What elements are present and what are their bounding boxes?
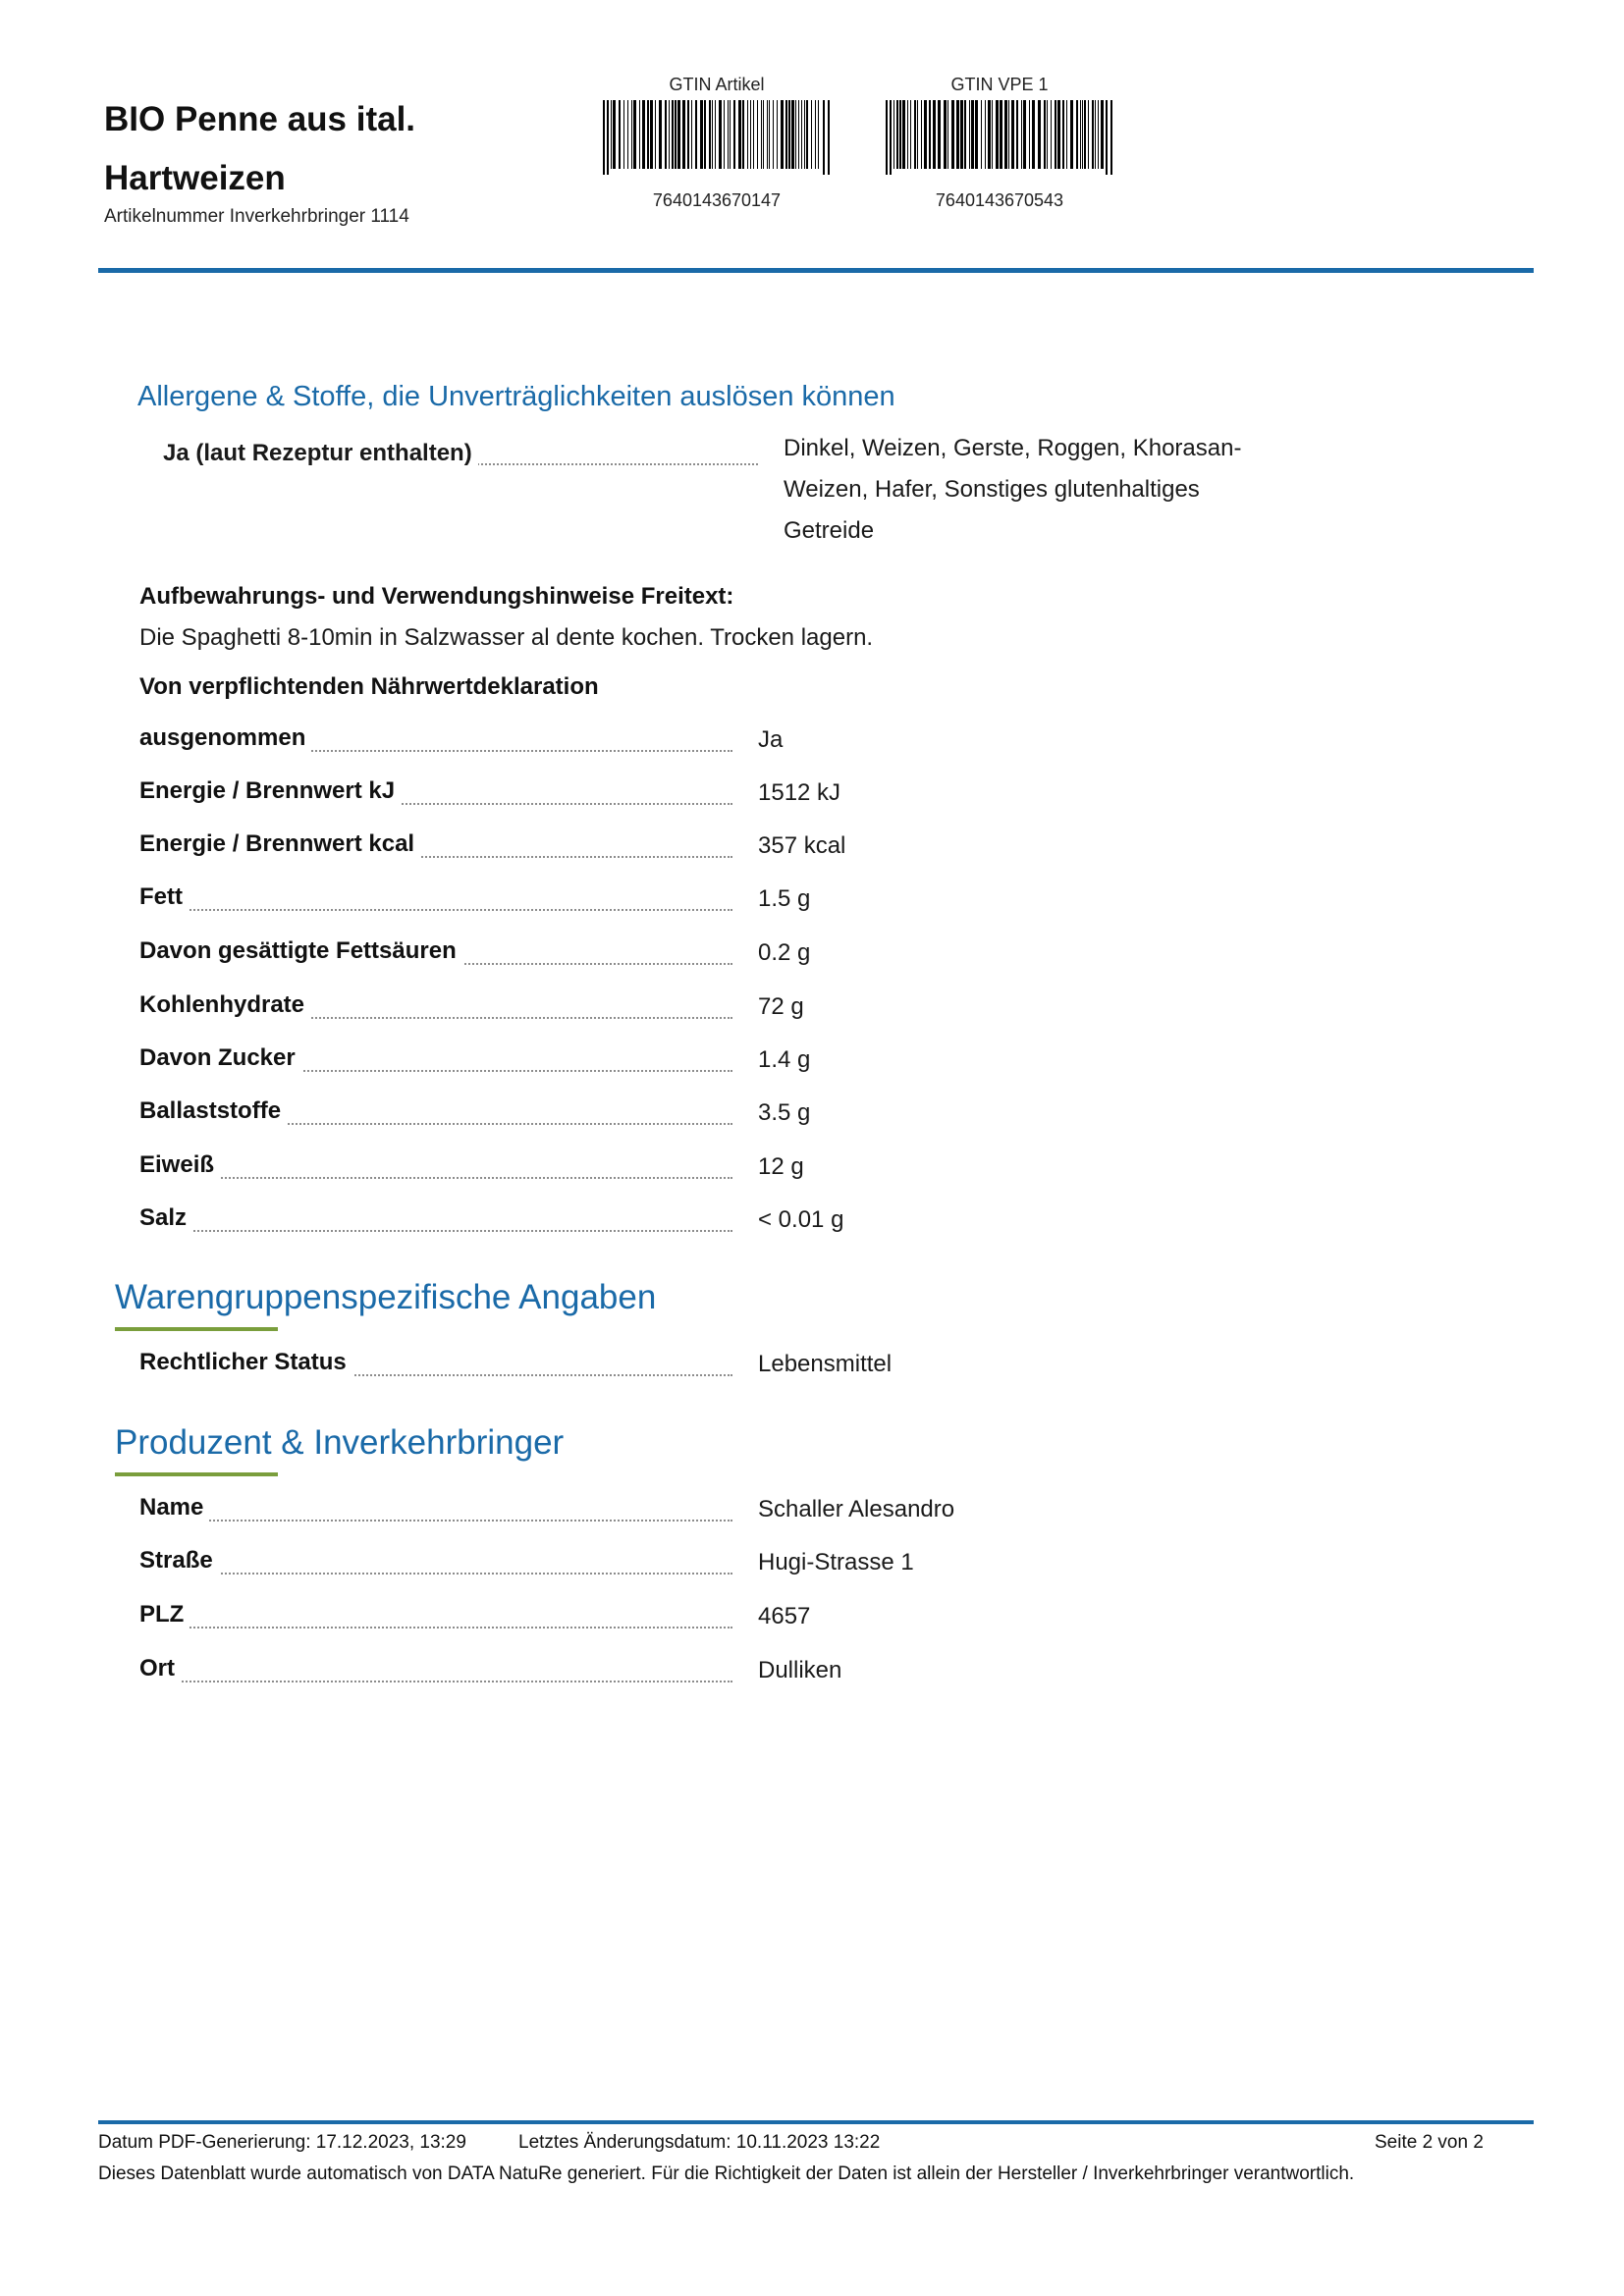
- row-label: PLZ: [139, 1601, 189, 1629]
- barcode-bar: [712, 100, 713, 169]
- barcode-bar: [1092, 100, 1094, 169]
- dot-leader: [139, 1230, 732, 1232]
- row-label: Rechtlicher Status: [139, 1349, 352, 1376]
- row-value: 357 kcal: [758, 832, 846, 859]
- row-value: Lebensmittel: [758, 1351, 893, 1377]
- barcode-bar: [650, 100, 653, 169]
- barcode-bar: [951, 100, 954, 169]
- row-label: Kohlenhydrate: [139, 991, 310, 1019]
- barcode-bar: [747, 100, 748, 169]
- barcode-bar: [691, 100, 692, 169]
- barcode-bar: [1095, 100, 1096, 169]
- barcode-bar: [639, 100, 640, 169]
- row-label: Straße: [139, 1547, 219, 1575]
- barcode-bar: [806, 100, 808, 169]
- row-value: < 0.01 g: [758, 1206, 844, 1233]
- barcode-icon: [603, 100, 831, 175]
- allergens-value: Dinkel, Weizen, Gerste, Roggen, Khorasan-Weizen, Hafer, Sonstiges glutenhaltiges Getreide: [784, 435, 1242, 544]
- barcode-bar: [1004, 100, 1007, 169]
- barcode-bar: [757, 100, 758, 169]
- barcode-bar: [623, 100, 624, 169]
- barcode-bar: [642, 100, 645, 169]
- barcode-bar: [655, 100, 656, 169]
- row-value: 72 g: [758, 993, 804, 1020]
- barcode-label: GTIN VPE 1: [950, 75, 1049, 94]
- row-label: Energie / Brennwert kJ: [139, 777, 401, 805]
- barcode-bar: [896, 100, 898, 169]
- barcode-bar: [917, 100, 918, 169]
- storage-label: Aufbewahrungs- und Verwendungshinweise Freitext:: [139, 583, 734, 610]
- barcode-bar: [1080, 100, 1081, 169]
- barcode-bar: [815, 100, 816, 169]
- barcode-bar: [675, 100, 677, 169]
- footer-page-number: Seite 2 von 2: [1375, 2132, 1484, 2153]
- footer-disclaimer: Dieses Datenblatt wurde automatisch von DATA NatuRe generiert. Für die Richtigkeit der Daten ist allein der Hersteller / Inverkehrbringer verantwortlich.: [98, 2163, 1355, 2184]
- barcode-bar: [886, 100, 888, 175]
- barcode-label: GTIN Artikel: [669, 75, 765, 94]
- barcode-bar: [988, 100, 991, 169]
- barcode-bar: [938, 100, 941, 169]
- barcode-bar: [724, 100, 725, 169]
- barcode-bar: [1101, 100, 1104, 169]
- barcode-bar: [960, 100, 963, 169]
- dot-leader: [139, 1573, 732, 1575]
- row-label: Fett: [139, 883, 189, 911]
- row-label: Ort: [139, 1655, 181, 1682]
- barcode-bar: [1021, 100, 1022, 169]
- barcode-bar: [709, 100, 711, 169]
- barcode-bar: [1084, 100, 1086, 169]
- barcode-bar: [798, 100, 799, 169]
- row-value: 3.5 g: [758, 1099, 811, 1126]
- product-title: BIO Penne aus ital. Hartweizen: [104, 100, 416, 197]
- barcode-bar: [910, 100, 911, 169]
- barcode-gtin-artikel: [599, 73, 835, 211]
- barcode-bar: [1082, 100, 1083, 169]
- barcode-bar: [788, 100, 790, 169]
- barcode-bar: [767, 100, 768, 169]
- barcode-icon: [886, 100, 1113, 175]
- barcode-bar: [687, 100, 689, 169]
- barcode-bar: [964, 100, 966, 169]
- barcode-bar: [1076, 100, 1078, 169]
- barcode-bar: [1051, 100, 1052, 169]
- barcode-bar: [695, 100, 697, 169]
- barcode-bar: [669, 100, 670, 169]
- barcode-bar: [607, 100, 609, 175]
- barcode-bar: [777, 100, 778, 169]
- row-value: Hugi-Strasse 1: [758, 1549, 914, 1575]
- row-value: Dulliken: [758, 1657, 842, 1683]
- row-label: ausgenommen: [139, 724, 311, 752]
- barcode-bar: [785, 100, 787, 169]
- row-label: Salz: [139, 1204, 192, 1232]
- barcode-number: 7640143670147: [652, 190, 782, 210]
- barcode-bar: [899, 100, 901, 169]
- allergens-label: Ja (laut Rezeptur enthalten): [163, 440, 478, 467]
- barcode-bar: [1047, 100, 1048, 169]
- barcode-bar: [981, 100, 982, 169]
- barcode-bar: [1106, 100, 1108, 175]
- barcode-bar: [769, 100, 770, 169]
- dot-leader: [139, 909, 732, 911]
- row-value: 1512 kJ: [758, 779, 841, 806]
- barcode-bar: [902, 100, 905, 169]
- barcode-bar: [665, 100, 667, 169]
- barcode-bar: [804, 100, 805, 169]
- barcode-bar: [1070, 100, 1073, 169]
- barcode-bar: [1098, 100, 1099, 169]
- barcode-bar: [801, 100, 802, 169]
- barcode-bar: [947, 100, 948, 169]
- barcode-bar: [1110, 100, 1112, 175]
- heading-underline: [115, 1472, 278, 1476]
- barcode-bar: [985, 100, 986, 169]
- header-divider: [98, 268, 1534, 273]
- barcode-bar: [781, 100, 784, 169]
- row-label: Energie / Brennwert kcal: [139, 830, 420, 858]
- barcode-bar: [1044, 100, 1046, 169]
- barcode-bar: [1057, 100, 1060, 169]
- allergens-heading: Allergene & Stoffe, die Unverträglichkeiten auslösen können: [137, 381, 895, 412]
- row-value: 12 g: [758, 1153, 804, 1180]
- row-value: 1.4 g: [758, 1046, 811, 1073]
- barcode-bar: [733, 100, 735, 169]
- nutrition-exempt-heading: Von verpflichtenden Nährwertdeklaration: [139, 673, 599, 700]
- barcode-bar: [631, 100, 632, 169]
- barcode-bar: [828, 100, 830, 175]
- row-label: Davon gesättigte Fettsäuren: [139, 937, 462, 965]
- storage-text: Die Spaghetti 8-10min in Salzwasser al dente kochen. Trocken lagern.: [139, 624, 874, 651]
- row-value: 1.5 g: [758, 885, 811, 912]
- barcode-bar: [750, 100, 751, 169]
- barcode-bar: [996, 100, 999, 169]
- barcode-bar: [700, 100, 703, 169]
- barcode-bar: [672, 100, 674, 169]
- barcode-bar: [773, 100, 774, 169]
- row-label: Ballaststoffe: [139, 1097, 287, 1125]
- barcode-bar: [742, 100, 744, 169]
- barcode-bar: [956, 100, 959, 169]
- barcode-bar: [929, 100, 931, 169]
- row-value: 4657: [758, 1603, 811, 1629]
- footer-changed-date: Letztes Änderungsdatum: 10.11.2023 13:22: [518, 2132, 881, 2153]
- row-label: Davon Zucker: [139, 1044, 301, 1072]
- row-value: 0.2 g: [758, 939, 811, 966]
- barcode-bar: [921, 100, 922, 169]
- barcode-bar: [682, 100, 685, 169]
- barcode-bar: [992, 100, 993, 169]
- barcode-bar: [907, 100, 908, 169]
- barcode-bar: [1029, 100, 1030, 169]
- dot-leader: [139, 1520, 732, 1522]
- barcode-number: 7640143670543: [935, 190, 1064, 210]
- barcode-bar: [811, 100, 812, 169]
- barcode-bar: [1032, 100, 1035, 169]
- barcode-bar: [1023, 100, 1026, 169]
- article-number: Artikelnummer Inverkehrbringer 1114: [104, 206, 409, 227]
- barcode-bar: [603, 100, 605, 175]
- barcode-bar: [677, 100, 680, 169]
- barcode-bar: [738, 100, 741, 169]
- barcode-bar: [763, 100, 764, 169]
- footer-divider: [98, 2120, 1534, 2124]
- dot-leader: [139, 1627, 732, 1629]
- barcode-bar: [975, 100, 978, 169]
- barcode-bar: [924, 100, 927, 169]
- row-value: Schaller Alesandro: [758, 1496, 955, 1522]
- barcode-bar: [944, 100, 947, 169]
- barcode-bar: [619, 100, 621, 169]
- barcode-bar: [715, 100, 716, 169]
- barcode-bar: [914, 100, 916, 169]
- barcode-gtin-vpe: [882, 73, 1117, 211]
- barcode-bar: [791, 100, 794, 169]
- barcode-bar: [1000, 100, 1002, 169]
- barcode-bar: [730, 100, 731, 169]
- barcode-bar: [1088, 100, 1089, 169]
- barcode-bar: [1011, 100, 1014, 169]
- row-label: Eiweiß: [139, 1151, 220, 1179]
- barcode-bar: [1066, 100, 1067, 169]
- barcode-bar: [971, 100, 974, 169]
- barcode-bar: [890, 100, 892, 175]
- barcode-bar: [823, 100, 825, 175]
- barcode-bar: [611, 100, 612, 169]
- row-value: Ja: [758, 726, 784, 753]
- barcode-bar: [818, 100, 819, 169]
- barcode-bar: [1055, 100, 1056, 169]
- barcode-bar: [761, 100, 762, 169]
- barcode-bar: [795, 100, 796, 169]
- barcode-bar: [933, 100, 936, 169]
- barcode-bar: [704, 100, 706, 169]
- produzent-heading: Produzent & Inverkehrbringer: [115, 1423, 565, 1462]
- barcode-bar: [613, 100, 616, 169]
- barcode-bar: [969, 100, 970, 169]
- barcode-bar: [1016, 100, 1018, 169]
- dot-leader: [139, 1681, 732, 1682]
- dot-leader: [139, 1177, 732, 1179]
- barcode-bar: [647, 100, 649, 169]
- barcode-bar: [719, 100, 722, 169]
- footer-generated-date: Datum PDF-Generierung: 17.12.2023, 13:29: [98, 2132, 466, 2153]
- barcode-bar: [728, 100, 729, 169]
- heading-underline: [115, 1327, 278, 1331]
- barcode-bar: [893, 100, 894, 169]
- warengruppe-heading: Warengruppenspezifische Angaben: [115, 1278, 657, 1316]
- barcode-bar: [1008, 100, 1009, 169]
- row-label: Name: [139, 1494, 209, 1522]
- barcode-bar: [753, 100, 754, 169]
- barcode-bar: [627, 100, 628, 169]
- barcode-bar: [659, 100, 662, 169]
- barcode-bar: [1062, 100, 1064, 169]
- barcode-bar: [633, 100, 636, 169]
- barcode-bar: [1038, 100, 1041, 169]
